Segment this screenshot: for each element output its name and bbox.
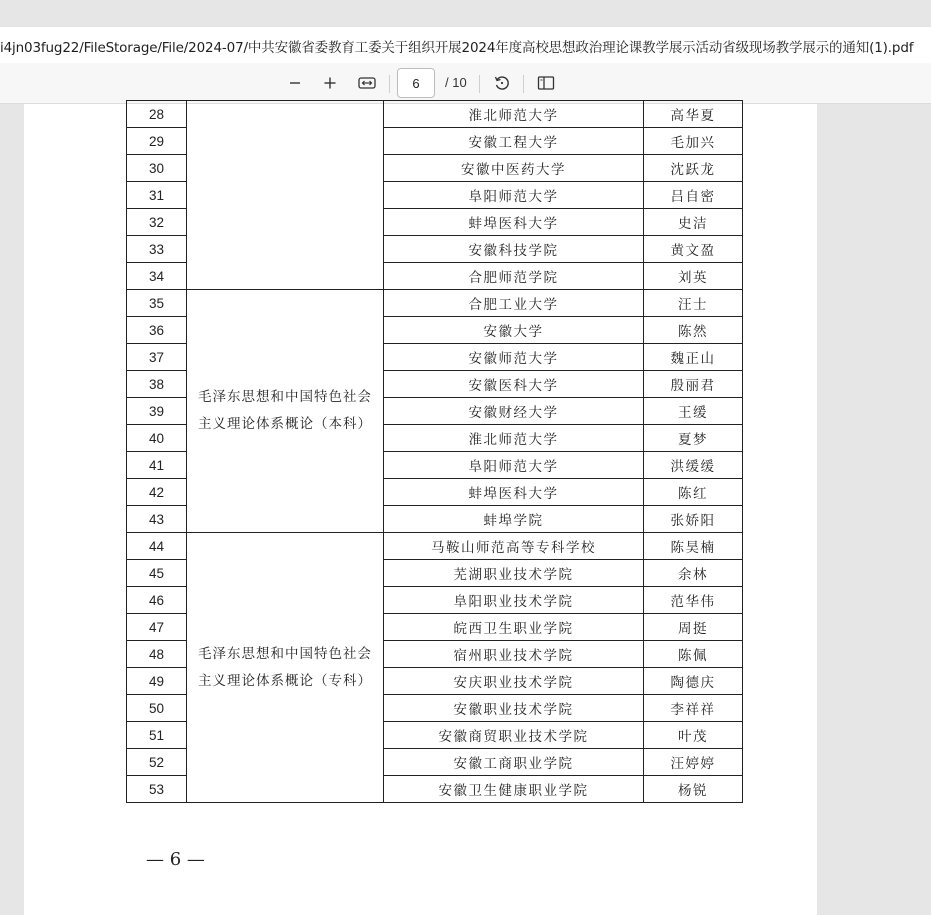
table-row [127,290,743,317]
row-number: 44 [127,533,187,560]
row-number: 50 [127,695,187,722]
row-number: 45 [127,560,187,587]
school-cell: 芜湖职业技术学院 [384,560,644,587]
teacher-name-cell: 周挺 [644,614,743,641]
school-cell: 阜阳师范大学 [384,182,644,209]
teacher-name-cell: 魏正山 [644,344,743,371]
row-number: 53 [127,776,187,803]
teacher-name-cell: 陈昊楠 [644,533,743,560]
row-number: 46 [127,587,187,614]
row-number: 42 [127,479,187,506]
school-cell: 合肥师范学院 [384,263,644,290]
row-number: 51 [127,722,187,749]
school-cell: 宿州职业技术学院 [384,641,644,668]
school-cell: 安徽工程大学 [384,128,644,155]
school-cell: 马鞍山师范高等专科学校 [384,533,644,560]
school-cell: 淮北师范大学 [384,425,644,452]
teacher-name-cell: 陈佩 [644,641,743,668]
school-cell: 蚌埠医科大学 [384,209,644,236]
row-number: 39 [127,398,187,425]
course-cell [187,101,384,290]
teacher-name-cell: 汪士 [644,290,743,317]
school-cell: 安徽师范大学 [384,344,644,371]
toolbar-divider [389,75,390,93]
school-cell: 阜阳师范大学 [384,452,644,479]
teacher-name-cell: 叶茂 [644,722,743,749]
school-cell: 安徽职业技术学院 [384,695,644,722]
teacher-name-cell: 范华伟 [644,587,743,614]
two-page-view-icon [537,75,555,91]
teacher-name-cell: 黄文盈 [644,236,743,263]
plus-icon [323,76,337,90]
row-number: 32 [127,209,187,236]
teacher-name-cell: 沈跃龙 [644,155,743,182]
school-cell: 阜阳职业技术学院 [384,587,644,614]
row-number: 38 [127,371,187,398]
course-name-line: 毛泽东思想和中国特色社会 [198,645,372,662]
address-bar[interactable] [0,26,931,64]
course-name-line: 主义理论体系概论（本科） [198,416,372,432]
row-number: 34 [127,263,187,290]
document-url[interactable]: i4jn03fug22/FileStorage/File/2024-07/中共安徽省委教育工委关于组织开展2024年度高校思想政治理论课教学展示活动省级现场教学展示的通知(1).pdf [0,40,914,56]
teacher-name-cell: 毛加兴 [644,128,743,155]
rotate-button[interactable] [488,71,516,95]
school-cell: 蚌埠医科大学 [384,479,644,506]
teacher-name-cell: 杨锐 [644,776,743,803]
row-number: 35 [127,290,187,317]
document-viewer[interactable] [0,104,931,915]
toolbar-divider [523,75,524,93]
row-number: 33 [127,236,187,263]
teacher-name-cell: 夏梦 [644,425,743,452]
school-cell: 安庆职业技术学院 [384,668,644,695]
row-number: 30 [127,155,187,182]
table-row [127,101,743,128]
school-cell: 安徽大学 [384,317,644,344]
teacher-name-cell: 高华夏 [644,101,743,128]
zoom-out-button[interactable] [281,71,309,95]
row-number: 52 [127,749,187,776]
teacher-name-cell: 王缓 [644,398,743,425]
course-name-line: 毛泽东思想和中国特色社会 [198,389,372,405]
row-number: 49 [127,668,187,695]
teacher-name-cell: 刘英 [644,263,743,290]
school-cell: 合肥工业大学 [384,290,644,317]
course-cell [187,290,384,533]
school-cell: 安徽商贸职业技术学院 [384,722,644,749]
page-view-button[interactable] [532,71,560,95]
course-cell [187,533,384,803]
school-cell: 安徽工商职业学院 [384,749,644,776]
teacher-name-cell: 陶德庆 [644,668,743,695]
page-footer-number: — 6 — [146,849,205,870]
fit-width-button[interactable] [353,71,381,95]
row-number: 40 [127,425,187,452]
teacher-name-cell: 李祥祥 [644,695,743,722]
rotate-icon [493,74,511,92]
teacher-name-cell: 余林 [644,560,743,587]
table-row [127,533,743,560]
row-number: 28 [127,101,187,128]
row-number: 43 [127,506,187,533]
course-name-line: 主义理论体系概论（专科） [198,672,372,689]
school-cell: 安徽医科大学 [384,371,644,398]
minus-icon [288,76,302,90]
school-cell: 皖西卫生职业学院 [384,614,644,641]
teacher-name-cell: 张娇阳 [644,506,743,533]
teacher-name-cell: 殷丽君 [644,371,743,398]
page-number-input[interactable] [397,68,435,98]
row-number: 29 [127,128,187,155]
pdf-toolbar [0,63,931,104]
zoom-in-button[interactable] [316,71,344,95]
toolbar-divider [479,75,480,93]
teacher-name-cell: 陈然 [644,317,743,344]
row-number: 36 [127,317,187,344]
teacher-name-cell: 汪婷婷 [644,749,743,776]
row-number: 48 [127,641,187,668]
teacher-name-cell: 陈红 [644,479,743,506]
school-cell: 安徽财经大学 [384,398,644,425]
school-cell: 安徽卫生健康职业学院 [384,776,644,803]
pdf-page [24,104,817,915]
row-number: 31 [127,182,187,209]
teacher-name-cell: 洪缓缓 [644,452,743,479]
total-pages-label: / 10 [445,75,467,90]
row-number: 47 [127,614,187,641]
row-number: 37 [127,344,187,371]
fit-width-icon [358,76,376,90]
school-cell: 蚌埠学院 [384,506,644,533]
school-cell: 安徽中医药大学 [384,155,644,182]
participant-table [126,100,743,803]
school-cell: 安徽科技学院 [384,236,644,263]
teacher-name-cell: 吕自密 [644,182,743,209]
teacher-name-cell: 史洁 [644,209,743,236]
school-cell: 淮北师范大学 [384,101,644,128]
row-number: 41 [127,452,187,479]
